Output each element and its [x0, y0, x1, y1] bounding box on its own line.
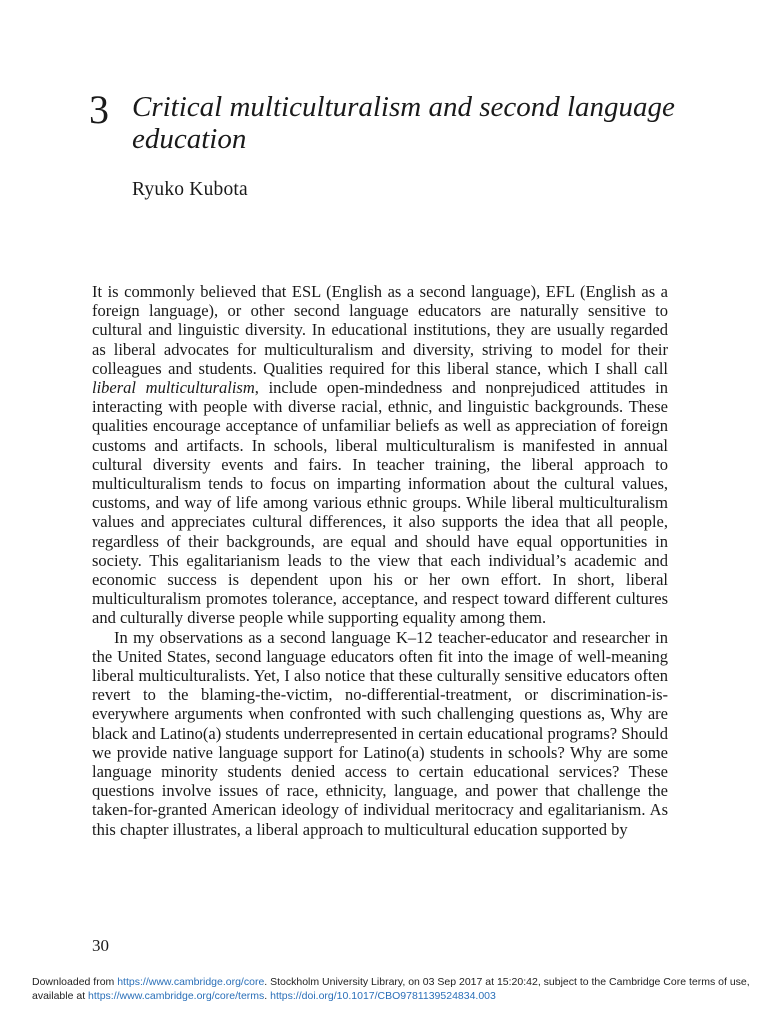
chapter-title: Critical multiculturalism and second language education — [132, 91, 675, 155]
emphasis-liberal-multiculturalism: liberal multiculturalism — [92, 378, 255, 398]
footer-separator: . — [264, 990, 271, 1002]
author-name: Ryuko Kubota — [132, 179, 248, 200]
footer-terms-link[interactable]: https://www.cambridge.org/core/terms — [88, 990, 265, 1002]
download-footer — [32, 975, 752, 1003]
paragraph-1 — [92, 282, 668, 628]
footer-core-link[interactable]: https://www.cambridge.org/core — [117, 976, 265, 988]
paragraph-2: In my observations as a second language K–12 teacher-educator and researcher in the United States, second language educators often fit into the image of well-meaning liberal multiculturalists. Yet, I also notice that these culturally sensitive educators often revert to the blaming-the-victim, no-differential-treatment, or discrimination-is-everywhere arguments when confronted with such challenging questions as, Why are black and Latino(a) students underrepresented in certain educational programs? Should we provide native language support for Latino(a) students in schools? Why are some language minority students denied access to certain educational services? These questions involve issues of race, ethnicity, language, and power that challenge the taken-for-granted American ideology of individual meritocracy and egalitarianism. As this chapter illustrates, a liberal approach to multicultural education supported by — [92, 627, 668, 839]
footer-access-text: . Stockholm University Library, on 03 Sep 2017 at 15:20:42, subject to the Cambridge Core terms of use, available at — [32, 976, 750, 1002]
body-text — [92, 282, 668, 839]
chapter-number: 3 — [89, 87, 109, 132]
page-number: 30 — [92, 936, 109, 955]
paragraph-1-part-a: It is commonly believed that ESL (English as a second language), EFL (English as a foreign language), or other second language educators are naturally sensitive to cultural and linguistic diversity. In educational institutions, they are usually regarded as liberal advocates for multiculturalism and diversity, striving to model for their colleagues and students. Qualities required for this liberal stance, which I shall call — [92, 282, 668, 378]
footer-downloaded-from: Downloaded from — [32, 976, 118, 988]
footer-doi-link[interactable]: https://doi.org/10.1017/CBO9781139524834.003 — [270, 990, 496, 1002]
paragraph-1-part-b: , include open-mindedness and nonprejudiced attitudes in interacting with people with diverse racial, ethnic, and linguistic backgrounds. These qualities encourage acceptance of unfamiliar beliefs as well as appreciation of foreign customs and artifacts. In schools, liberal multiculturalism is manifested in annual cultural diversity events and fairs. In teacher training, the liberal approach to multiculturalism tends to focus on imparting information about the cultural values, customs, and way of life among various ethnic groups. While liberal multiculturalism values and appreciates cultural differences, it also supports the idea that all people, regardless of their backgrounds, are equal and should have equal opportunities in society. This egalitarianism leads to the view that each individual’s academic and economic success is dependent upon his or her own effort. In short, liberal multiculturalism promotes tolerance, acceptance, and respect toward different cultures and culturally diverse people while supporting equality among them. — [92, 378, 668, 628]
